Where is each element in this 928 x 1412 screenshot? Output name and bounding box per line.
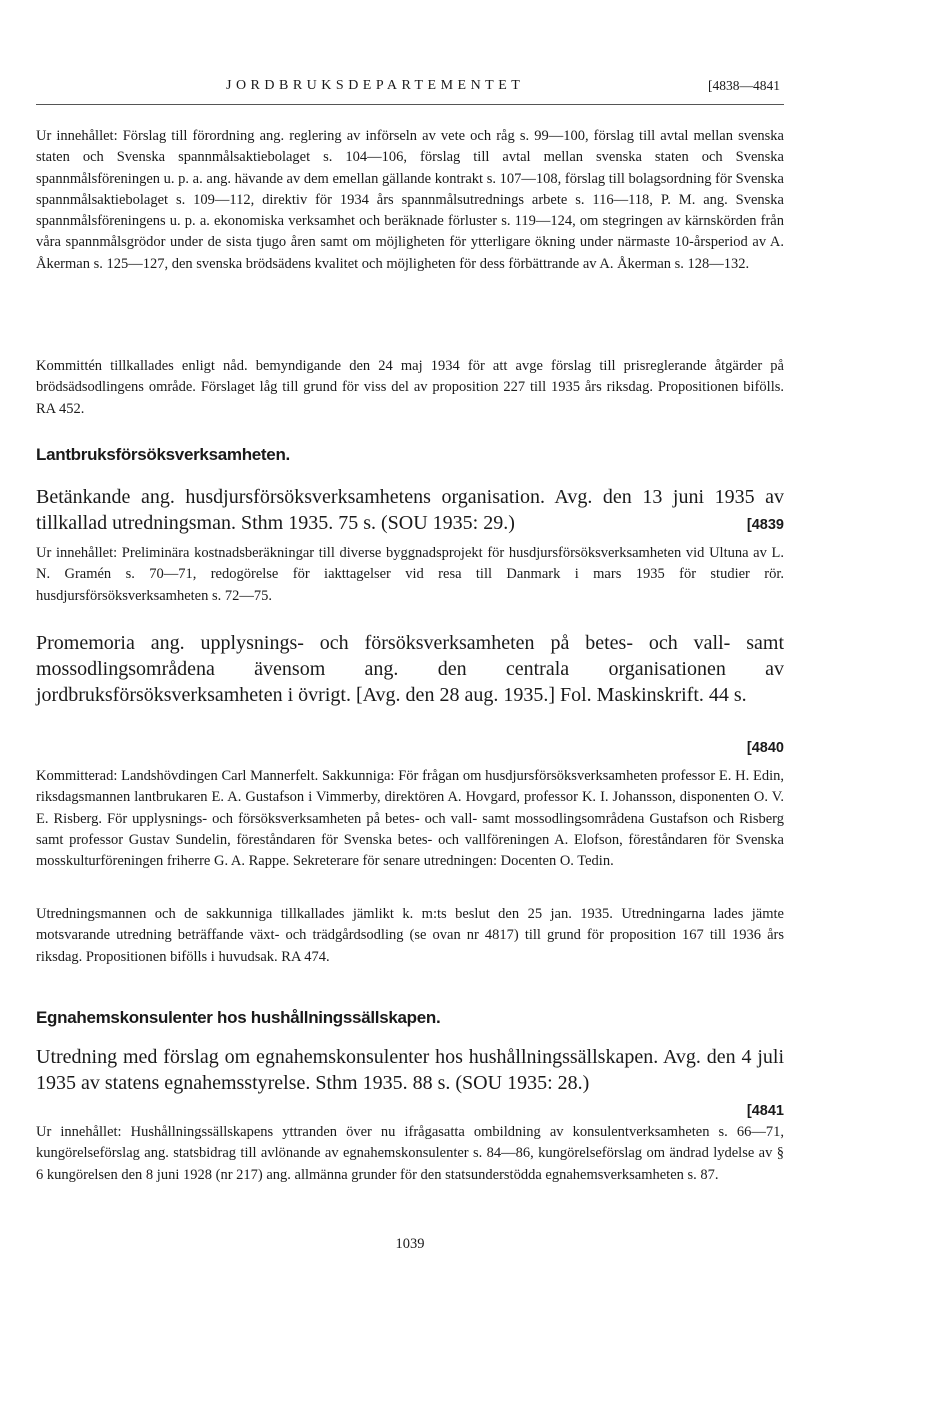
entry-title-4841 xyxy=(36,1044,784,1119)
entry-ref-4841: [4841 xyxy=(746,1103,784,1119)
section-heading-egnahem: Egnahemskonsulenter hos hushållningssällskapen. xyxy=(36,1008,441,1027)
running-title: JORDBRUKSDEPARTEMENTET xyxy=(226,78,525,93)
entry-contents-4839: Ur innehållet: Preliminära kostnadsberäkningar till diverse byggnadsprojekt för husdjursförsöksverksamheten vid Ultuna av L. N. Gramén s. 70—71, redogörelse för iakttagelser vid resa till Danmark i mars 1935 för studier rör. husdjursförsöksverksamheten s. 72—75. xyxy=(36,545,784,604)
entry-ref-4839: [4839 xyxy=(746,517,784,533)
section-heading: Lantbruksförsöksverksamheten. xyxy=(36,445,290,464)
page-number: 1039 xyxy=(395,1236,425,1252)
entry-members-4840: Kommitterad: Landshövdingen Carl Mannerfelt. Sakkunniga: För frågan om husdjursförsöksverksamheten professor E. H. Edin, riksdagsmannen lantbrukaren E. A. Gustafson i Vimmerby, direktören A. Hovgard, professor K. I. Johansson, disponenten O. V. E. Risberg. För upplysnings- och försöksverksamheten på betes- och vall- samt mossodlingsområdena Gustafson och Risberg samt professor Gustav Sundelin, föreståndaren för Svenska betes- och vallföreningen A. Elofson, föreståndaren för Svenska mosskulturföreningen friherre G. A. Rappe. Sekreterare för senare utredningen: Docenten O. Tedin. xyxy=(36,768,784,870)
contents-paragraph: Ur innehållet: Förslag till förordning ang. reglering av införseln av vete och råg s. 99—100, förslag till avtal mellan svenska staten och Svenska spannmålsaktiebolaget s. 104—106, förslag till avtal mellan svenska staten och Svenska spannmålsföreningen u. p. a. ang. hävande av dem emellan gällande kontrakt s. 107—108, förslag till bolagsordning för Svenska spannmålsaktiebolaget s. 109—112, direktiv för 1934 års spannmålsutrednings arbete s. 116—118, P. M. ang. Svenska spannmålsföreningens u. p. a. ekonomiska verksamhet och beräknade förluster s. 119—124, om stegringen av kärnskörden från våra spannmålsgrödor under de sista tjugo åren samt om möjligheten för ytterligare ökning under närmaste 10-årsperiod av A. Åkerman s. 125—127, den svenska brödsädens kvalitet och möjligheten för dess förbättrande av A. Åkerman s. 128—132. xyxy=(36,128,784,272)
entry-note-4840: Utredningsmannen och de sakkunniga tillkallades jämlikt k. m:ts beslut den 25 jan. 1935. Utredningarna lades jämte motsvarande utredning beträffande växt- och trädgårdsodling (se ovan nr 4817) till grund för proposition 167 till 1936 års riksdag. Propositionen bifölls i huvudsak. RA 474. xyxy=(36,906,784,965)
entry-ref-4840: [4840 xyxy=(746,740,784,756)
entry-title-4840: Promemoria ang. upplysnings- och försöksverksamheten på betes- och vall- samt mossodlingsområdena ävensom ang. den centrala organisationen av jordbruksförsöksverksamheten i övrigt. [Avg. den 28 aug. 1935.] Fol. Maskinskrift. 44 s. xyxy=(36,632,784,706)
entry-title-text: Betänkande ang. husdjursförsöksverksamhetens organisation. Avg. den 13 juni 1935 av tillkallad utredningsman. Sthm 1935. 75 s. (SOU 1935: 29.) xyxy=(36,486,784,534)
entry-title-4839 xyxy=(36,484,784,536)
entry-title-text: Utredning med förslag om egnahemskonsulenter hos hushållningssällskapen. Avg. den 4 juli 1935 av statens egnahemsstyrelse. Sthm 1935. 88 s. (SOU 1935: 28.) xyxy=(36,1046,784,1094)
running-header xyxy=(36,78,784,100)
commission-note: Kommittén tillkallades enligt nåd. bemyndigande den 24 maj 1934 för att avge förslag till prisreglerande åtgärder på brödsädsodlingens område. Förslaget låg till grund för viss del av proposition 227 till 1935 års riksdag. Propositionen bifölls. RA 452. xyxy=(36,358,784,417)
entry-contents-4841: Ur innehållet: Hushållningssällskapens yttranden över nu ifrågasatta ombildning av konsulentverksamheten s. 66—71, kungörelseförslag ang. statsbidrag till avlönande av egnahemskonsulenter s. 84—86, kungörelseförslag om ändrad lydelse av § 6 kungörelsen den 8 juni 1928 (nr 217) ang. allmänna grunder för den statsunderstödda egnahemsverksamheten s. 87. xyxy=(36,1124,784,1183)
entry-range: [4838—4841 xyxy=(708,78,780,93)
header-rule xyxy=(36,104,784,105)
